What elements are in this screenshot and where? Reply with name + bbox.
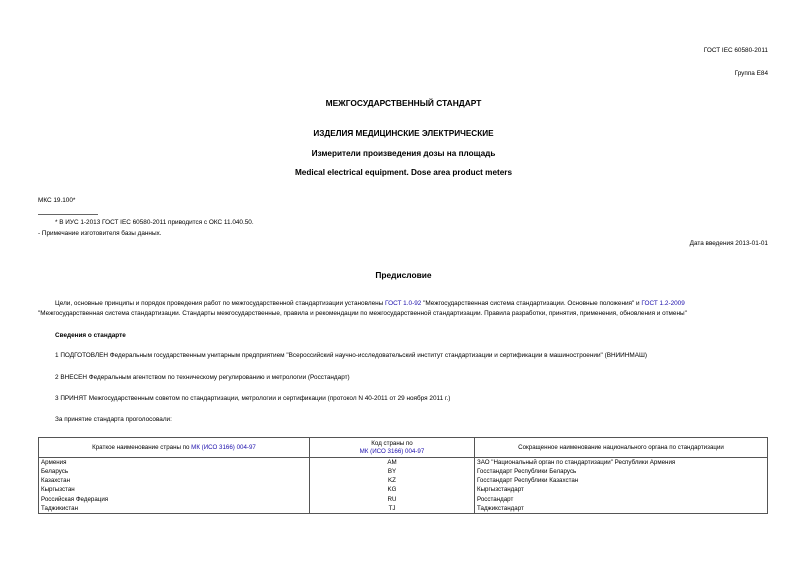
gost-1-0-92-link[interactable]: ГОСТ 1.0-92	[385, 300, 422, 307]
preface-text-mid: "Межгосударственная система стандартизации. Основные положения" и	[421, 300, 642, 307]
code-cell: KZ	[310, 476, 475, 485]
voted-label: За принятие стандарта проголосовали:	[55, 416, 172, 423]
header-national-body: Сокращенное наименование национального органа по стандартизации	[475, 438, 768, 458]
introduction-date: Дата введения 2013-01-01	[689, 240, 768, 247]
country-cell: Российская Федерация	[39, 495, 310, 504]
header-code-text: Код страны по	[371, 439, 413, 447]
preface-paragraph-line2: "Межгосударственная система стандартизации. Стандарты межгосударственные, правила и рекомендации по межгосударственной стандартизации. Правила разработки, принятия, применения, обновления и отмены"	[38, 310, 687, 317]
mk-iso-link-1[interactable]: МК (ИСО 3166) 004-97	[191, 443, 256, 451]
code-cell: AM	[310, 458, 475, 468]
table-row	[39, 504, 768, 514]
mk-iso-link-2[interactable]: МК (ИСО 3166) 004-97	[359, 447, 425, 455]
header-country-text: Краткое наименование страны по	[92, 443, 192, 451]
interstate-standard-heading: МЕЖГОСУДАРСТВЕННЫЙ СТАНДАРТ	[325, 98, 482, 108]
footnote-1: * В ИУС 1-2013 ГОСТ IEC 60580-2011 приводится с ОКС 11.040.50.	[55, 219, 254, 226]
body-cell: Кыргызстандарт	[475, 486, 768, 495]
body-cell: Таджикстандарт	[475, 504, 768, 514]
mks-code: МКС 19.100*	[38, 197, 76, 204]
group-label: Группа Е84	[734, 70, 768, 77]
header-country-code	[310, 438, 475, 458]
preface-heading: Предисловие	[375, 270, 432, 280]
preface-paragraph-line1	[55, 300, 685, 308]
info-item-3: 3 ПРИНЯТ Межгосударственным советом по стандартизации, метрологии и сертификации (протокол N 40-2011 от 29 ноября 2011 г.)	[55, 395, 451, 402]
title-en: Medical electrical equipment. Dose area product meters	[294, 168, 513, 177]
country-cell: Казахстан	[39, 476, 310, 485]
info-item-2: 2 ВНЕСЕН Федеральным агентством по техническому регулированию и метрологии (Росстандарт)	[55, 374, 350, 381]
header-country-name	[39, 438, 310, 458]
body-cell: ЗАО "Национальный орган по стандартизации" Республики Армения	[475, 458, 768, 468]
code-cell: KG	[310, 486, 475, 495]
code-cell: RU	[310, 495, 475, 504]
table-row	[39, 476, 768, 485]
country-cell: Армения	[39, 458, 310, 468]
country-cell: Таджикистан	[39, 504, 310, 514]
table-row	[39, 495, 768, 504]
subtitle-ru: Измерители произведения дозы на площадь	[311, 149, 496, 158]
footnote-2: - Примечание изготовителя базы данных.	[38, 230, 162, 237]
body-cell: Росстандарт	[475, 495, 768, 504]
body-cell: Госстандарт Республики Беларусь	[475, 467, 768, 476]
info-item-1: 1 ПОДГОТОВЛЕН Федеральным государственным унитарным предприятием "Всероссийский научно-исследовательский институт стандартизации и сертификации в машиностроении" (ВНИИНМАШ)	[55, 352, 647, 359]
body-cell: Госстандарт Республики Казахстан	[475, 476, 768, 485]
standard-number: ГОСТ IEC 60580-2011	[703, 47, 768, 54]
standard-info-heading: Сведения о стандарте	[55, 332, 126, 339]
code-cell: TJ	[310, 504, 475, 514]
preface-text-start: Цели, основные принципы и порядок проведения работ по межгосударственной стандартизации установлены	[55, 300, 386, 307]
table-header-row	[39, 438, 768, 458]
table-row	[39, 486, 768, 495]
table-row	[39, 458, 768, 468]
product-title-ru: ИЗДЕЛИЯ МЕДИЦИНСКИЕ ЭЛЕКТРИЧЕСКИЕ	[313, 129, 494, 138]
country-cell: Кыргызстан	[39, 486, 310, 495]
footnote-divider	[38, 214, 98, 215]
code-cell: BY	[310, 467, 475, 476]
gost-1-2-2009-link[interactable]: ГОСТ 1.2-2009	[641, 300, 685, 307]
table-row	[39, 467, 768, 476]
voting-countries-table	[38, 437, 768, 514]
country-cell: Беларусь	[39, 467, 310, 476]
